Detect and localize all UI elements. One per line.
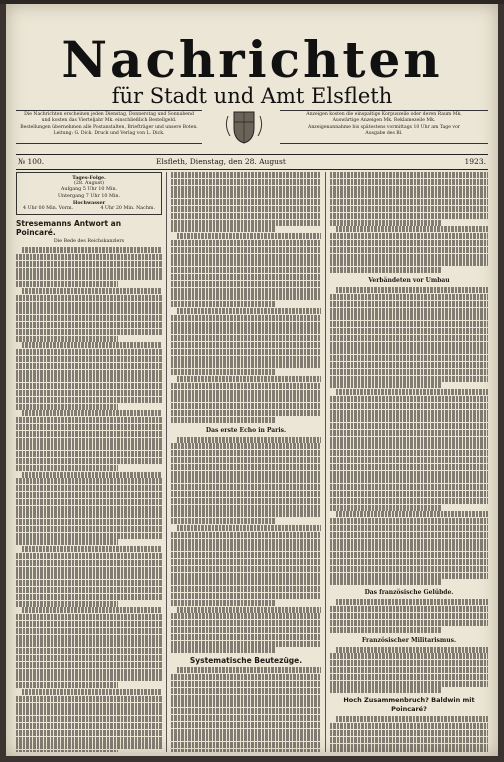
newspaper-title: Nachrichten [61,30,443,89]
column-rule [166,172,167,752]
tide-evening: 4 Uhr 20 Min. Nachm. [100,206,155,212]
coat-of-arms-icon [216,110,272,144]
article-headline: Das erste Echo in Paris. [205,426,287,434]
masthead [14,30,490,108]
article-columns [16,172,488,752]
info-right-line: Ausgabe des Bl. [365,131,403,137]
article-headline: Das französische Gelübde. [364,589,454,597]
article-body [16,247,162,752]
tagesfolge-box [16,172,162,215]
column-2 [171,172,321,752]
info-left-line: Leitung: G. Dick. Druck und Verlag von L. Dick. [53,131,165,137]
tide-label: Hochwasser [72,199,106,206]
info-right-line: Auswärtige Anzeigen Mk. Reklamezeile Mk. [332,118,436,124]
issue-year: 1923. [464,157,486,166]
place-date: Elsfleth, Dienstag, den 28. August [156,157,286,166]
article-body [330,647,488,694]
info-right-line: Anzeigenannahme bis spätestens vormittags 10 Uhr am Tage vor [308,124,460,130]
tagesfolge-title: Tages-Folge. [72,175,106,181]
info-boxes [16,110,488,146]
article-headline: Französischer Militarismus. [361,636,457,644]
article-headline: Stresemanns Antwort an Poincaré. [16,219,122,238]
article-headline: Verbändeten vor Umbau [368,277,450,285]
article-headline: Systematische Beutezüge. [189,656,303,666]
advertising-info [280,110,488,144]
column-3 [330,172,488,752]
article-subhead: Die Rede des Reichskanzlers [53,239,125,245]
tagesfolge-date: (28. August) [74,181,104,187]
article-body [330,287,488,585]
article-headline: Hoch Zusammenbruch? Baldwin mit Poincaré? [343,696,475,714]
article-body [330,172,488,273]
article-body [330,716,488,752]
article-body [171,172,321,423]
sun-rise: Aufgang 5 Uhr 10 Min. [60,187,118,193]
column-1 [16,172,162,752]
info-left-line: Bestellungen übernehmen alle Postanstalten, Briefträger und unsere Boten. [20,124,198,130]
issue-number: № 100. [18,157,45,166]
newspaper-page [6,4,498,756]
subscription-info [16,110,202,144]
dateline [16,154,488,170]
info-right-line: Anzeigen kosten die einspaltige Korpuszeile oder deren Raum Mk. [306,112,462,117]
article-body [171,667,321,752]
article-body [330,599,488,632]
info-left-line: Die Nachrichten erscheinen jeden Dienstag, Donnerstag und Sonnabend [24,112,194,117]
tide-morning: 4 Uhr 00 Min. Vorm. [23,206,74,212]
column-rule [325,172,326,752]
article-body [171,437,321,654]
newspaper-subtitle: für Stadt und Amt Elsfleth [111,84,393,108]
info-left-line: und kosten das Vierteljahr Mk. einschließlich Bestellgeld. [41,118,177,124]
sun-set: Untergang 7 Uhr 10 Min. [57,193,121,199]
